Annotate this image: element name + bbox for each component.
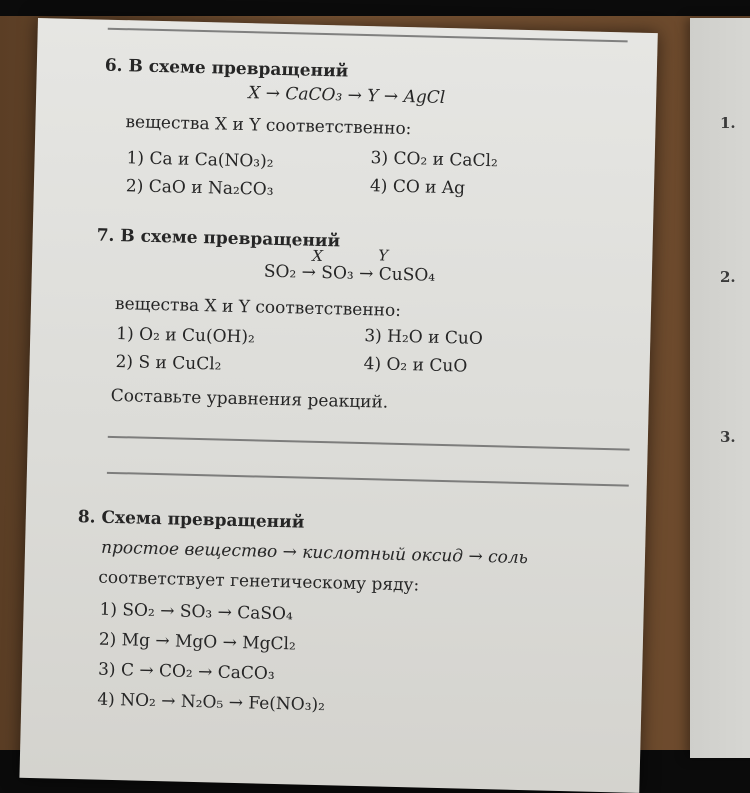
q8-prompt: соответствует генетическому ряду: [98, 567, 420, 596]
q7-prompt: вещества X и Y соответственно: [114, 293, 402, 321]
q7-instruction: Составьте уравнения реакций. [110, 385, 389, 413]
q7-option-1: 1) O₂ и Cu(OH)₂ [116, 324, 256, 348]
q7-option-2: 2) S и CuCl₂ [115, 352, 222, 375]
q6-option-4: 4) CO и Ag [369, 176, 466, 199]
q8-scheme: простое вещество → кислотный оксид → соль [100, 537, 529, 569]
right-page-number-2: 2. [720, 268, 736, 286]
q7-title: 7. В схеме превращений [96, 225, 341, 252]
textbook-page [19, 18, 657, 793]
q6-prompt: вещества X и Y соответственно: [125, 112, 412, 140]
right-page-number-3: 3. [720, 428, 736, 446]
q6-title: 6. В схеме превращений [104, 55, 349, 82]
answer-line-1 [108, 436, 630, 451]
top-divider [108, 28, 628, 43]
q8-option-2: 2) Mg → MgO → MgCl₂ [98, 629, 297, 655]
q6-option-3: 3) CO₂ и CaCl₂ [370, 148, 499, 172]
q7-option-4: 4) O₂ и CuO [363, 354, 468, 377]
right-page [690, 18, 750, 758]
answer-line-2 [107, 472, 629, 487]
q8-option-1: 1) SO₂ → SO₃ → CaSO₄ [99, 599, 294, 625]
q8-option-3: 3) C → CO₂ → CaCO₃ [97, 659, 275, 684]
q8-title: 8. Схема превращений [77, 507, 305, 533]
q7-scheme: SO₂ → SO₃ → CuSO₄ [263, 261, 436, 286]
q6-option-2: 2) CaO и Na₂CO₃ [125, 176, 274, 200]
q7-option-3: 3) H₂O и CuO [364, 326, 484, 349]
right-page-number-1: 1. [720, 114, 736, 132]
q6-option-1: 1) Ca и Ca(NO₃)₂ [126, 148, 274, 172]
q7-arrow-label-y: Y [378, 246, 389, 265]
q6-scheme: X → CaCO₃ → Y → AgCl [247, 83, 446, 108]
q8-option-4: 4) NO₂ → N₂O₅ → Fe(NO₃)₂ [97, 689, 326, 716]
q7-arrow-label-x: X [312, 246, 324, 266]
